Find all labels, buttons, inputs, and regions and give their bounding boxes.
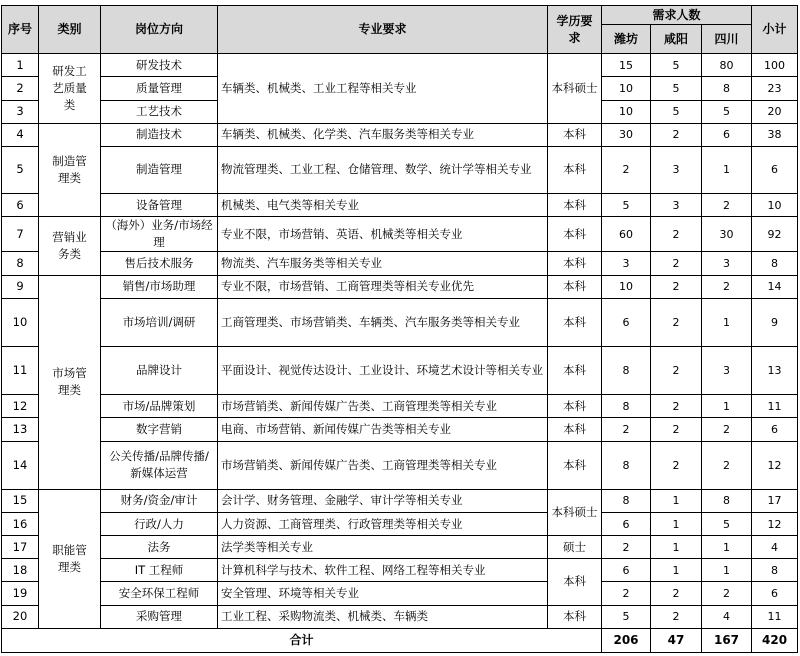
xianyang-cell: 2 bbox=[651, 298, 702, 346]
weifang-cell: 8 bbox=[602, 395, 651, 418]
seq-cell: 19 bbox=[2, 582, 39, 605]
seq-cell: 2 bbox=[2, 77, 39, 100]
weifang-cell: 2 bbox=[602, 146, 651, 193]
education-cell: 硕士 bbox=[548, 536, 602, 559]
xianyang-cell: 2 bbox=[651, 347, 702, 395]
position-cell: 行政/人力 bbox=[101, 513, 218, 536]
weifang-cell: 10 bbox=[602, 77, 651, 100]
subtotal-cell: 11 bbox=[752, 605, 798, 628]
xianyang-cell: 1 bbox=[651, 536, 702, 559]
header-sichuan: 四川 bbox=[702, 25, 752, 54]
total-weifang: 206 bbox=[602, 628, 651, 652]
sichuan-cell: 2 bbox=[702, 418, 752, 441]
seq-cell: 6 bbox=[2, 194, 39, 217]
education-cell: 本科 bbox=[548, 146, 602, 193]
total-xianyang: 47 bbox=[651, 628, 702, 652]
seq-cell: 20 bbox=[2, 605, 39, 628]
subtotal-cell: 17 bbox=[752, 489, 798, 512]
table-row bbox=[2, 275, 798, 298]
position-cell: 财务/资金/审计 bbox=[101, 489, 218, 512]
header-major: 专业要求 bbox=[218, 6, 548, 54]
category-cell: 营销业务类 bbox=[39, 217, 101, 275]
position-cell: 法务 bbox=[101, 536, 218, 559]
table-row bbox=[2, 123, 798, 146]
table-row bbox=[2, 536, 798, 559]
subtotal-cell: 11 bbox=[752, 395, 798, 418]
subtotal-cell: 92 bbox=[752, 217, 798, 252]
sichuan-cell: 2 bbox=[702, 275, 752, 298]
sichuan-cell: 80 bbox=[702, 54, 752, 77]
table-row bbox=[2, 217, 798, 252]
major-cell: 车辆类、机械类、化学类、汽车服务类等相关专业 bbox=[218, 123, 548, 146]
education-cell: 本科 bbox=[548, 194, 602, 217]
major-cell: 电商、市场营销、新闻传媒广告类等相关专业 bbox=[218, 418, 548, 441]
education-cell: 本科硕士 bbox=[548, 489, 602, 535]
education-cell: 本科 bbox=[548, 275, 602, 298]
weifang-cell: 8 bbox=[602, 441, 651, 489]
subtotal-cell: 12 bbox=[752, 441, 798, 489]
header-category: 类别 bbox=[39, 6, 101, 54]
education-cell: 本科 bbox=[548, 252, 602, 275]
sichuan-cell: 1 bbox=[702, 395, 752, 418]
xianyang-cell: 1 bbox=[651, 489, 702, 512]
major-cell: 计算机科学与技术、软件工程、网络工程等相关专业 bbox=[218, 559, 548, 582]
seq-cell: 18 bbox=[2, 559, 39, 582]
education-cell: 本科 bbox=[548, 418, 602, 441]
weifang-cell: 3 bbox=[602, 252, 651, 275]
xianyang-cell: 2 bbox=[651, 252, 702, 275]
sichuan-cell: 4 bbox=[702, 605, 752, 628]
major-cell: 专业不限，市场营销、工商管理类等相关专业优先 bbox=[218, 275, 548, 298]
seq-cell: 15 bbox=[2, 489, 39, 512]
table-row bbox=[2, 298, 798, 346]
total-label: 合计 bbox=[2, 628, 602, 652]
table-row bbox=[2, 489, 798, 512]
weifang-cell: 6 bbox=[602, 559, 651, 582]
category-cell: 职能管理类 bbox=[39, 489, 101, 628]
weifang-cell: 2 bbox=[602, 418, 651, 441]
subtotal-cell: 8 bbox=[752, 559, 798, 582]
weifang-cell: 6 bbox=[602, 298, 651, 346]
header-weifang: 潍坊 bbox=[602, 25, 651, 54]
seq-cell: 16 bbox=[2, 513, 39, 536]
header-subtotal: 小计 bbox=[752, 6, 798, 54]
subtotal-cell: 23 bbox=[752, 77, 798, 100]
position-cell: 安全环保工程师 bbox=[101, 582, 218, 605]
total-row bbox=[2, 628, 798, 652]
table-row bbox=[2, 194, 798, 217]
category-cell: 研发工艺质量类 bbox=[39, 54, 101, 123]
seq-cell: 7 bbox=[2, 217, 39, 252]
xianyang-cell: 2 bbox=[651, 275, 702, 298]
xianyang-cell: 2 bbox=[651, 605, 702, 628]
sichuan-cell: 1 bbox=[702, 559, 752, 582]
xianyang-cell: 5 bbox=[651, 100, 702, 123]
major-cell: 法学类等相关专业 bbox=[218, 536, 548, 559]
recruitment-table bbox=[1, 5, 798, 653]
position-cell: 研发技术 bbox=[101, 54, 218, 77]
weifang-cell: 6 bbox=[602, 513, 651, 536]
education-cell: 本科 bbox=[548, 298, 602, 346]
header-seq: 序号 bbox=[2, 6, 39, 54]
table-row bbox=[2, 582, 798, 605]
position-cell: 品牌设计 bbox=[101, 347, 218, 395]
major-cell: 机械类、电气类等相关专业 bbox=[218, 194, 548, 217]
table-row bbox=[2, 252, 798, 275]
sichuan-cell: 8 bbox=[702, 489, 752, 512]
xianyang-cell: 3 bbox=[651, 194, 702, 217]
major-cell: 车辆类、机械类、工业工程等相关专业 bbox=[218, 54, 548, 123]
weifang-cell: 2 bbox=[602, 582, 651, 605]
xianyang-cell: 2 bbox=[651, 123, 702, 146]
major-cell: 安全管理、环境等相关专业 bbox=[218, 582, 548, 605]
table-row bbox=[2, 513, 798, 536]
weifang-cell: 10 bbox=[602, 100, 651, 123]
subtotal-cell: 6 bbox=[752, 146, 798, 193]
subtotal-cell: 38 bbox=[752, 123, 798, 146]
education-cell: 本科 bbox=[548, 441, 602, 489]
seq-cell: 8 bbox=[2, 252, 39, 275]
weifang-cell: 15 bbox=[602, 54, 651, 77]
position-cell: IT 工程师 bbox=[101, 559, 218, 582]
major-cell: 工商管理类、市场营销类、车辆类、汽车服务类等相关专业 bbox=[218, 298, 548, 346]
education-cell: 本科 bbox=[548, 217, 602, 252]
weifang-cell: 8 bbox=[602, 489, 651, 512]
position-cell: 制造管理 bbox=[101, 146, 218, 193]
sichuan-cell: 2 bbox=[702, 441, 752, 489]
xianyang-cell: 1 bbox=[651, 513, 702, 536]
major-cell: 市场营销类、新闻传媒广告类、工商管理类等相关专业 bbox=[218, 441, 548, 489]
weifang-cell: 2 bbox=[602, 536, 651, 559]
education-cell: 本科 bbox=[548, 395, 602, 418]
header-demand: 需求人数 bbox=[602, 6, 752, 25]
seq-cell: 13 bbox=[2, 418, 39, 441]
subtotal-cell: 6 bbox=[752, 582, 798, 605]
category-cell: 制造管理类 bbox=[39, 123, 101, 217]
sichuan-cell: 2 bbox=[702, 582, 752, 605]
seq-cell: 12 bbox=[2, 395, 39, 418]
weifang-cell: 10 bbox=[602, 275, 651, 298]
position-cell: 公关传播/品牌传播/新媒体运营 bbox=[101, 441, 218, 489]
category-cell: 市场管理类 bbox=[39, 275, 101, 489]
seq-cell: 10 bbox=[2, 298, 39, 346]
table-row bbox=[2, 54, 798, 77]
subtotal-cell: 14 bbox=[752, 275, 798, 298]
weifang-cell: 8 bbox=[602, 347, 651, 395]
sichuan-cell: 5 bbox=[702, 513, 752, 536]
weifang-cell: 5 bbox=[602, 194, 651, 217]
education-cell: 本科 bbox=[548, 347, 602, 395]
position-cell: 销售/市场助理 bbox=[101, 275, 218, 298]
seq-cell: 17 bbox=[2, 536, 39, 559]
sichuan-cell: 1 bbox=[702, 298, 752, 346]
major-cell: 平面设计、视觉传达设计、工业设计、环境艺术设计等相关专业 bbox=[218, 347, 548, 395]
major-cell: 会计学、财务管理、金融学、审计学等相关专业 bbox=[218, 489, 548, 512]
table-row bbox=[2, 146, 798, 193]
seq-cell: 1 bbox=[2, 54, 39, 77]
major-cell: 物流管理类、工业工程、仓储管理、数学、统计学等相关专业 bbox=[218, 146, 548, 193]
education-cell: 本科 bbox=[548, 123, 602, 146]
header-education: 学历要求 bbox=[548, 6, 602, 54]
major-cell: 工业工程、采购物流类、机械类、车辆类 bbox=[218, 605, 548, 628]
xianyang-cell: 2 bbox=[651, 395, 702, 418]
sichuan-cell: 8 bbox=[702, 77, 752, 100]
position-cell: （海外）业务/市场经理 bbox=[101, 217, 218, 252]
major-cell: 专业不限，市场营销、英语、机械类等相关专业 bbox=[218, 217, 548, 252]
sichuan-cell: 30 bbox=[702, 217, 752, 252]
subtotal-cell: 9 bbox=[752, 298, 798, 346]
table-row bbox=[2, 605, 798, 628]
major-cell: 物流类、汽车服务类等相关专业 bbox=[218, 252, 548, 275]
total-subtotal: 420 bbox=[752, 628, 798, 652]
position-cell: 工艺技术 bbox=[101, 100, 218, 123]
table-row bbox=[2, 559, 798, 582]
position-cell: 售后技术服务 bbox=[101, 252, 218, 275]
subtotal-cell: 6 bbox=[752, 418, 798, 441]
header-position: 岗位方向 bbox=[101, 6, 218, 54]
sichuan-cell: 1 bbox=[702, 536, 752, 559]
sichuan-cell: 5 bbox=[702, 100, 752, 123]
table-row bbox=[2, 395, 798, 418]
subtotal-cell: 100 bbox=[752, 54, 798, 77]
xianyang-cell: 2 bbox=[651, 441, 702, 489]
seq-cell: 5 bbox=[2, 146, 39, 193]
major-cell: 人力资源、工商管理类、行政管理类等相关专业 bbox=[218, 513, 548, 536]
header-xianyang: 咸阳 bbox=[651, 25, 702, 54]
seq-cell: 3 bbox=[2, 100, 39, 123]
sichuan-cell: 2 bbox=[702, 194, 752, 217]
xianyang-cell: 2 bbox=[651, 418, 702, 441]
position-cell: 采购管理 bbox=[101, 605, 218, 628]
position-cell: 市场培训/调研 bbox=[101, 298, 218, 346]
weifang-cell: 30 bbox=[602, 123, 651, 146]
subtotal-cell: 20 bbox=[752, 100, 798, 123]
xianyang-cell: 5 bbox=[651, 54, 702, 77]
seq-cell: 9 bbox=[2, 275, 39, 298]
position-cell: 数字营销 bbox=[101, 418, 218, 441]
subtotal-cell: 10 bbox=[752, 194, 798, 217]
education-cell: 本科 bbox=[548, 605, 602, 628]
seq-cell: 14 bbox=[2, 441, 39, 489]
xianyang-cell: 2 bbox=[651, 582, 702, 605]
position-cell: 制造技术 bbox=[101, 123, 218, 146]
table-row bbox=[2, 347, 798, 395]
sichuan-cell: 6 bbox=[702, 123, 752, 146]
sichuan-cell: 3 bbox=[702, 347, 752, 395]
position-cell: 市场/品牌策划 bbox=[101, 395, 218, 418]
position-cell: 质量管理 bbox=[101, 77, 218, 100]
position-cell: 设备管理 bbox=[101, 194, 218, 217]
xianyang-cell: 2 bbox=[651, 217, 702, 252]
seq-cell: 4 bbox=[2, 123, 39, 146]
total-sichuan: 167 bbox=[702, 628, 752, 652]
xianyang-cell: 5 bbox=[651, 77, 702, 100]
subtotal-cell: 12 bbox=[752, 513, 798, 536]
weifang-cell: 5 bbox=[602, 605, 651, 628]
subtotal-cell: 13 bbox=[752, 347, 798, 395]
education-cell: 本科 bbox=[548, 559, 602, 605]
table-row bbox=[2, 441, 798, 489]
sichuan-cell: 3 bbox=[702, 252, 752, 275]
subtotal-cell: 8 bbox=[752, 252, 798, 275]
xianyang-cell: 3 bbox=[651, 146, 702, 193]
table-row bbox=[2, 418, 798, 441]
major-cell: 市场营销类、新闻传媒广告类、工商管理类等相关专业 bbox=[218, 395, 548, 418]
weifang-cell: 60 bbox=[602, 217, 651, 252]
xianyang-cell: 1 bbox=[651, 559, 702, 582]
subtotal-cell: 4 bbox=[752, 536, 798, 559]
education-cell: 本科硕士 bbox=[548, 54, 602, 123]
seq-cell: 11 bbox=[2, 347, 39, 395]
sichuan-cell: 1 bbox=[702, 146, 752, 193]
